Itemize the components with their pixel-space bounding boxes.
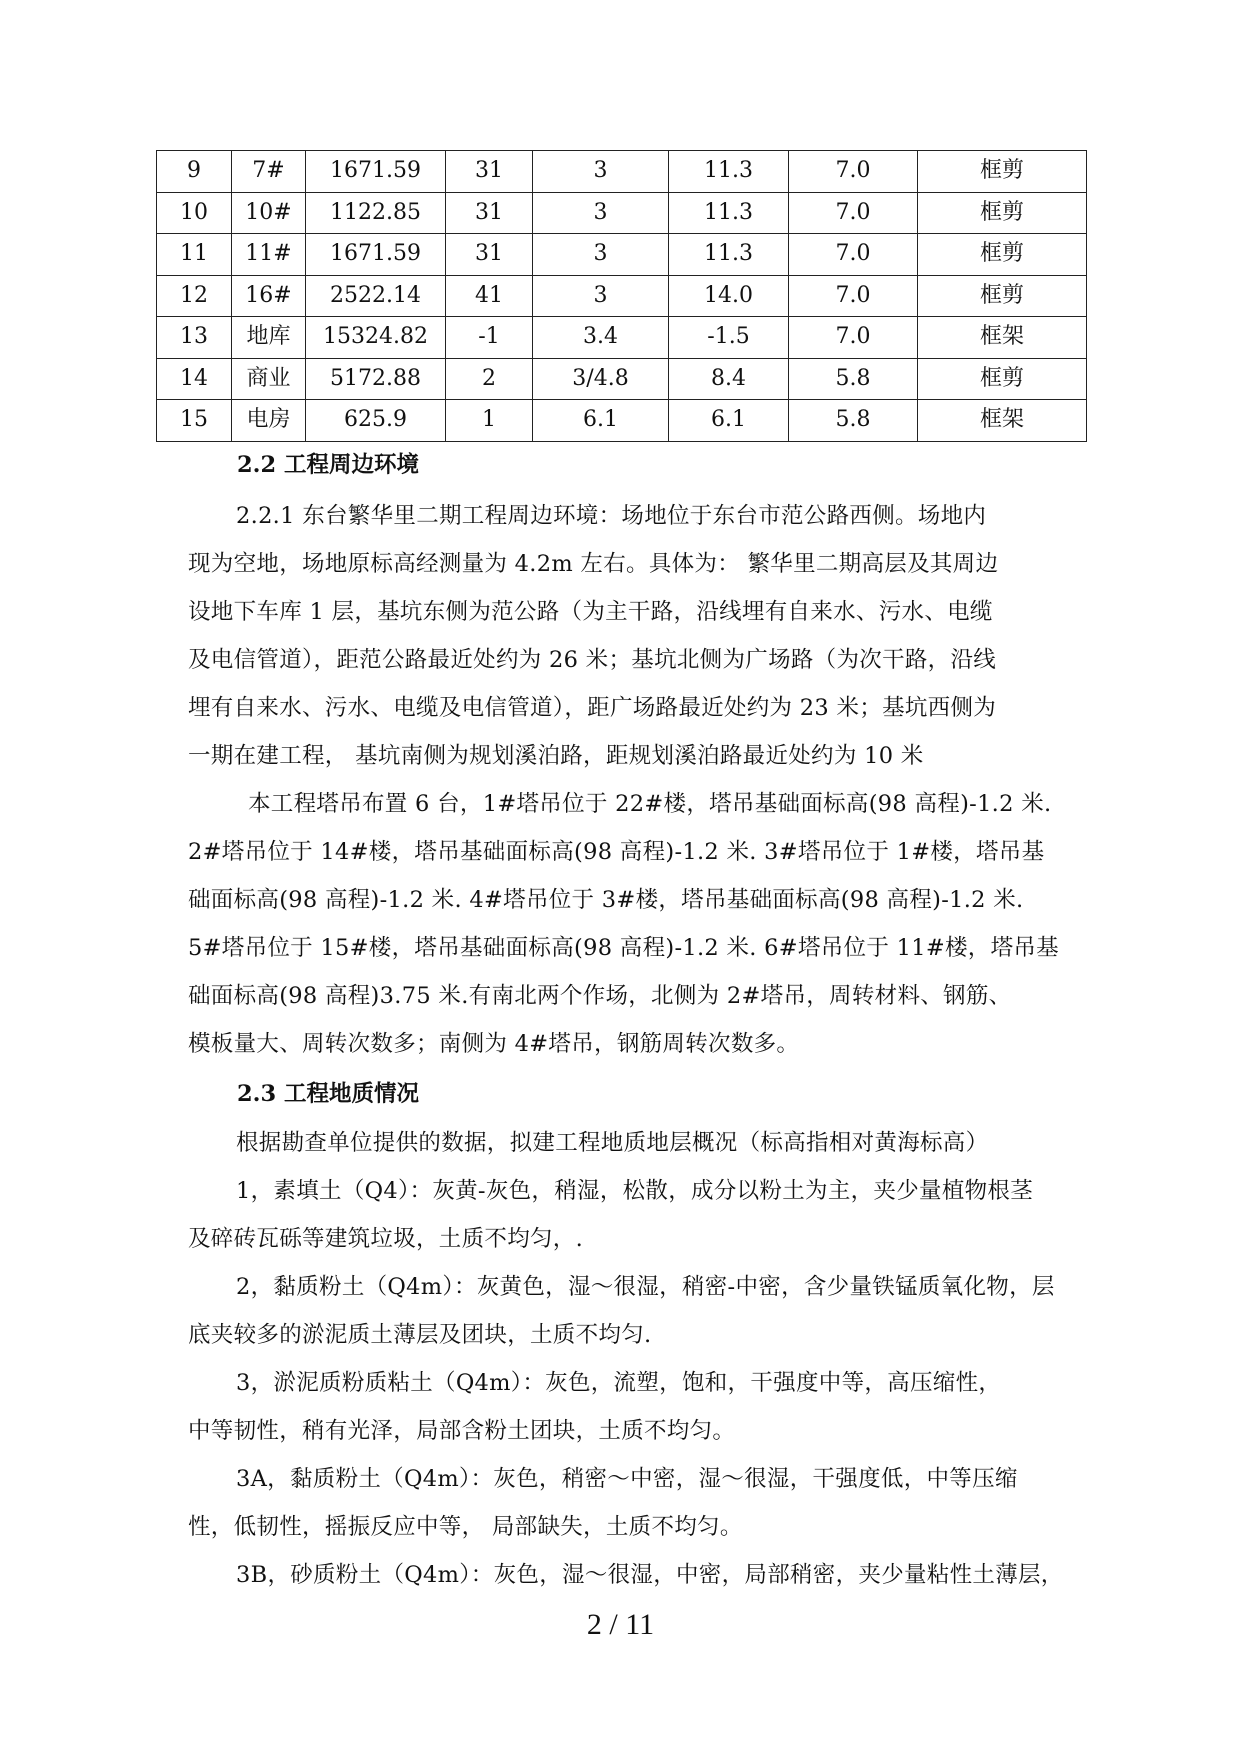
text-line: 3B，砂质粉土（Q4m）：灰色，湿～很湿，中密，局部稍密，夹少量粘性土薄层， (236, 1562, 1064, 1588)
text-line: 一期在建工程， 基坑南侧为规划溪泊路，距规划溪泊路最近处约为 10 米 (188, 743, 924, 769)
table-cell: 11.3 (669, 234, 789, 276)
text-line: 5#塔吊位于 15#楼，塔吊基础面标高(98 高程)-1.2 米. 6#塔吊位于 11#楼，塔吊基 (188, 935, 1059, 961)
table-cell: 6.1 (669, 400, 789, 442)
table-row (157, 151, 1087, 193)
section-heading-2-3: 2.3 工程地质情况 (237, 1081, 419, 1107)
table-cell: 7.0 (789, 234, 918, 276)
table-cell: 14.0 (669, 275, 789, 317)
surroundings-paragraph (188, 492, 1058, 780)
table-cell: 3 (533, 151, 669, 193)
table-cell: 7.0 (789, 192, 918, 234)
table-cell: 框剪 (918, 192, 1087, 234)
table-cell: 7# (232, 151, 306, 193)
text-line: 中等韧性，稍有光泽，局部含粉土团块，土质不均匀。 (188, 1418, 736, 1444)
table-cell: 11.3 (669, 151, 789, 193)
text-line: 及碎砖瓦砾等建筑垃圾，土质不均匀，. (188, 1226, 584, 1252)
text-line: 2，黏质粉土（Q4m）：灰黄色，湿～很湿，稍密-中密，含少量铁锰质氧化物，层 (236, 1274, 1055, 1300)
table-cell: 14 (157, 358, 232, 400)
text-line: 3A，黏质粉土（Q4m）：灰色，稍密～中密，湿～很湿，干强度低，中等压缩 (236, 1466, 1018, 1492)
building-parameters-table (156, 150, 1087, 442)
table-row (157, 275, 1087, 317)
table-cell: 10 (157, 192, 232, 234)
table-cell: 框剪 (918, 275, 1087, 317)
table-cell: 10# (232, 192, 306, 234)
text-line: 底夹较多的淤泥质土薄层及团块，土质不均匀. (188, 1322, 652, 1348)
table-cell: -1.5 (669, 317, 789, 359)
table-cell: 15324.82 (306, 317, 446, 359)
table-cell: 1671.59 (306, 151, 446, 193)
table-cell: 5.8 (789, 358, 918, 400)
text-line: 根据勘查单位提供的数据，拟建工程地质地层概况（标高指相对黄海标高） (236, 1130, 989, 1156)
table-cell: 3 (533, 275, 669, 317)
text-line: 本工程塔吊布置 6 台，1#塔吊位于 22#楼，塔吊基础面标高(98 高程)-1.2 米. (248, 791, 1052, 817)
table-cell: 7.0 (789, 151, 918, 193)
table-cell: 框剪 (918, 234, 1087, 276)
table-cell: 1671.59 (306, 234, 446, 276)
table-cell: 11# (232, 234, 306, 276)
table-cell: 7.0 (789, 317, 918, 359)
table-cell: 商业 (232, 358, 306, 400)
table-row (157, 400, 1087, 442)
table-cell: 2522.14 (306, 275, 446, 317)
text-line: 础面标高(98 高程)3.75 米.有南北两个作场，北侧为 2#塔吊，周转材料、钢筋、 (188, 983, 1012, 1009)
table-row (157, 358, 1087, 400)
tower-crane-paragraph (188, 780, 1058, 1068)
text-line: 埋有自来水、污水、电缆及电信管道），距广场路最近处约为 23 米；基坑西侧为 (188, 695, 997, 721)
text-line: 2#塔吊位于 14#楼，塔吊基础面标高(98 高程)-1.2 米. 3#塔吊位于 1#楼，塔吊基 (188, 839, 1045, 865)
table-cell: 11 (157, 234, 232, 276)
table-cell: 11.3 (669, 192, 789, 234)
section-heading-2-2: 2.2 工程周边环境 (237, 452, 419, 478)
table-cell: 3.4 (533, 317, 669, 359)
table-row (157, 234, 1087, 276)
table-cell: 3/4.8 (533, 358, 669, 400)
table-cell: 2 (446, 358, 533, 400)
table-cell: 31 (446, 151, 533, 193)
table-cell: 1 (446, 400, 533, 442)
table-cell: 6.1 (533, 400, 669, 442)
table-cell: 12 (157, 275, 232, 317)
text-line: 及电信管道），距范公路最近处约为 26 米；基坑北侧为广场路（为次干路，沿线 (188, 647, 997, 673)
table-row (157, 317, 1087, 359)
text-line: 模板量大、周转次数多；南侧为 4#塔吊，钢筋周转次数多。 (188, 1031, 800, 1057)
table-cell: 框剪 (918, 358, 1087, 400)
table-cell: 框剪 (918, 151, 1087, 193)
page-number: 2 / 11 (586, 1608, 655, 1641)
table-cell: 13 (157, 317, 232, 359)
table-cell: 625.9 (306, 400, 446, 442)
table-cell: 31 (446, 192, 533, 234)
text-line: 2.2.1 东台繁华里二期工程周边环境：场地位于东台市范公路西侧。场地内 (236, 503, 987, 529)
text-line: 础面标高(98 高程)-1.2 米. 4#塔吊位于 3#楼，塔吊基础面标高(98 高程)-1.2 米. (188, 887, 1024, 913)
table-cell: 15 (157, 400, 232, 442)
table-cell: 8.4 (669, 358, 789, 400)
text-line: 设地下车库 1 层，基坑东侧为范公路（为主干路，沿线埋有自来水、污水、电缆 (188, 599, 993, 625)
table-cell: 5172.88 (306, 358, 446, 400)
text-line: 性，低韧性，摇振反应中等， 局部缺失，土质不均匀。 (188, 1514, 743, 1540)
table-row (157, 192, 1087, 234)
text-line: 现为空地，场地原标高经测量为 4.2m 左右。具体为： 繁华里二期高层及其周边 (188, 551, 999, 577)
table-cell: 3 (533, 192, 669, 234)
table-cell: 16# (232, 275, 306, 317)
table-cell: 31 (446, 234, 533, 276)
table-cell: 3 (533, 234, 669, 276)
table-cell: 电房 (232, 400, 306, 442)
table-cell: 9 (157, 151, 232, 193)
text-line: 3，淤泥质粉质粘土（Q4m）：灰色，流塑，饱和，干强度中等，高压缩性， (236, 1370, 1002, 1396)
table-cell: 7.0 (789, 275, 918, 317)
geology-paragraphs (188, 1119, 1064, 1599)
table-cell: 1122.85 (306, 192, 446, 234)
table-cell: 地库 (232, 317, 306, 359)
table-cell: -1 (446, 317, 533, 359)
table-cell: 框架 (918, 400, 1087, 442)
table-cell: 41 (446, 275, 533, 317)
text-line: 1，素填土（Q4）：灰黄-灰色，稍湿，松散，成分以粉土为主，夹少量植物根茎 (236, 1178, 1034, 1204)
table-cell: 5.8 (789, 400, 918, 442)
table-cell: 框架 (918, 317, 1087, 359)
